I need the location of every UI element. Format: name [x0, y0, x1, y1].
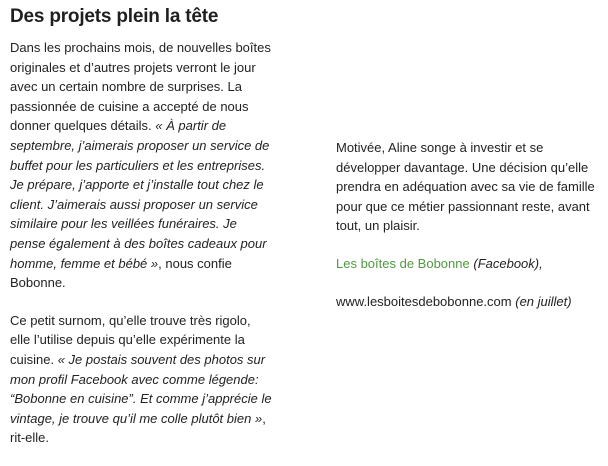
left-column — [10, 38, 272, 466]
website-line — [336, 292, 598, 312]
website-url: www.lesboitesdebobonne.com — [336, 293, 512, 309]
facebook-label: (Facebook), — [473, 255, 543, 271]
facebook-line — [336, 254, 598, 274]
paragraph-intro: Dans les prochains mois, de nouvelles boîtes originales et d’autres projets verront le jour avec un certain nombre de surprises. La passionnée de cuisine a accepté de nous donner quelques détails. — [10, 40, 271, 134]
paragraph-motivation: Motivée, Aline songe à investir et se développer davantage. Une décision qu’elle prendra en adéquation avec sa vie de famille pour que ce métier passionnant reste, avant tout, un plaisir. — [336, 140, 595, 234]
attribution: , nous confie Bobonne. — [10, 255, 232, 291]
section-heading: Des projets plein la tête — [10, 6, 219, 27]
facebook-link[interactable]: Les boîtes de Bobonne — [336, 255, 470, 271]
paragraph-intro: Ce petit surnom, qu’elle trouve très rigolo, elle l’utilise depuis qu’elle expérimente la cuisine. — [10, 312, 251, 367]
paragraph-projects — [10, 38, 272, 293]
paragraph-nickname — [10, 311, 272, 448]
right-column — [336, 138, 598, 329]
quote: « À partir de septembre, j’aimerais proposer un service de buffet pour les particuliers et les entreprises. Je prépare, j’apporte et j’installe tout chez le client. J’aimerais aussi proposer un service similaire pour les veillées funéraires. Je pense également à des boîtes cadeaux pour homme, femme et bébé » — [10, 118, 270, 271]
website-note: (en juillet) — [515, 293, 572, 309]
quote: « Je postais souvent des photos sur mon profil Facebook avec comme légende: “Bobonne en cuisine”. Et comme j’apprécie le vintage, je trouve qu’il me colle plutôt bien » — [10, 351, 272, 426]
attribution: , rit-elle. — [10, 410, 266, 446]
